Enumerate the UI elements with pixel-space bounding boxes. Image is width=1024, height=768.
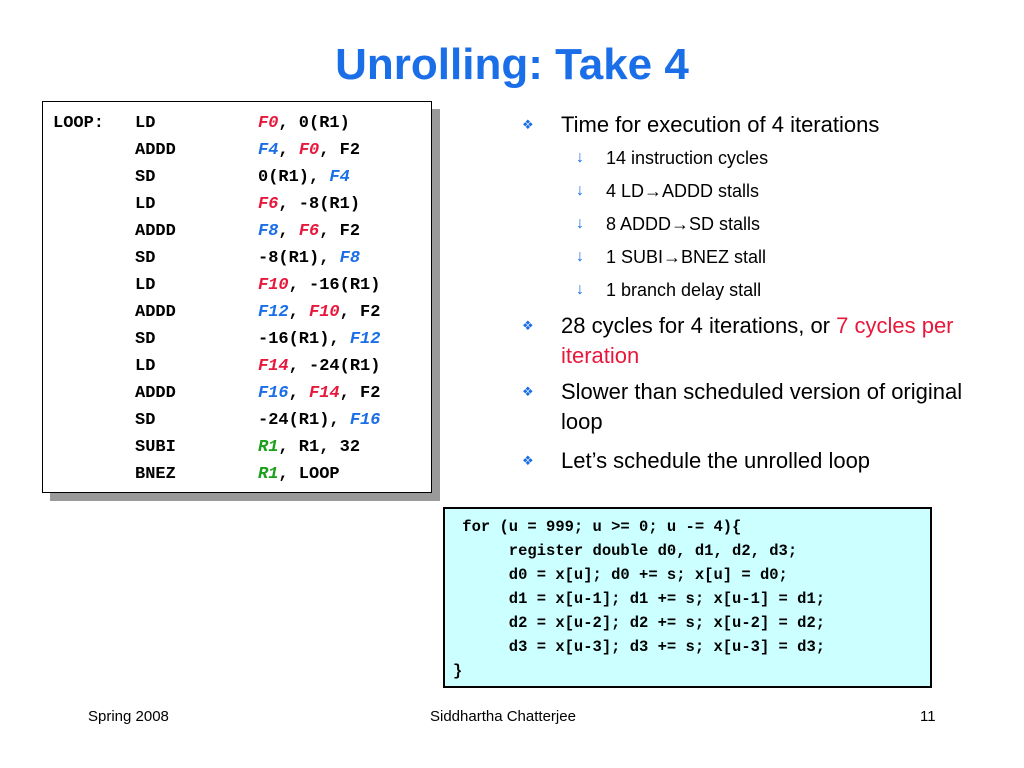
operand-text: , <box>278 222 299 241</box>
assembly-opcode: SD <box>135 168 156 187</box>
operand-text: , F2 <box>339 384 381 403</box>
register-operand: F0 <box>298 141 320 160</box>
operand-text: , F2 <box>339 303 381 322</box>
register-operand: R1 <box>258 465 279 484</box>
register-operand: F6 <box>298 222 320 241</box>
operand-text: 0(R1), <box>258 168 330 187</box>
register-operand: F16 <box>349 411 381 430</box>
register-operand: F16 <box>258 384 289 403</box>
assembly-operands <box>258 434 360 461</box>
down-arrow-icon: ↓ <box>576 281 584 298</box>
code-line: d1 = x[u-1]; d1 += s; x[u-1] = d1; <box>453 590 826 608</box>
assembly-opcode: ADDD <box>135 222 176 241</box>
operand-text: , -24(R1) <box>288 357 381 376</box>
code-line: d2 = x[u-2]; d2 += s; x[u-2] = d2; <box>453 614 826 632</box>
diamond-bullet-icon: ❖ <box>522 318 534 333</box>
assembly-opcode: SUBI <box>135 438 176 457</box>
assembly-operands <box>258 137 360 164</box>
register-operand: F6 <box>258 195 279 214</box>
assembly-opcode: LD <box>135 195 156 214</box>
assembly-opcode: LD <box>135 114 156 133</box>
assembly-opcode: ADDD <box>135 384 176 403</box>
operand-text: , -8(R1) <box>278 195 361 214</box>
assembly-operands <box>258 353 380 380</box>
code-line: d0 = x[u]; d0 += s; x[u] = d0; <box>453 566 788 584</box>
slide-title: Unrolling: Take 4 <box>335 40 689 89</box>
operand-text: , F2 <box>319 222 361 241</box>
diamond-bullet-icon: ❖ <box>522 384 534 399</box>
assembly-operands <box>258 272 380 299</box>
assembly-opcode: SD <box>135 330 156 349</box>
code-line: for (u = 999; u >= 0; u -= 4){ <box>453 518 742 536</box>
assembly-operands <box>258 218 360 245</box>
assembly-code-box <box>42 101 432 493</box>
footer-date: Spring 2008 <box>88 708 169 725</box>
operand-text: , R1, 32 <box>278 438 361 457</box>
register-operand: F10 <box>309 303 340 322</box>
register-operand: R1 <box>258 438 279 457</box>
operand-text: , F2 <box>319 141 361 160</box>
assembly-opcode: ADDD <box>135 141 176 160</box>
code-line: } <box>453 662 463 680</box>
register-operand: F0 <box>258 114 279 133</box>
operand-text: , <box>288 384 310 403</box>
diamond-bullet-icon: ❖ <box>522 453 534 468</box>
assembly-operands <box>258 326 380 353</box>
diamond-bullet-icon: ❖ <box>522 117 534 132</box>
c-code-box <box>443 507 932 688</box>
assembly-opcode: SD <box>135 411 156 430</box>
operand-text: , LOOP <box>278 465 340 484</box>
register-operand: F4 <box>258 141 279 160</box>
register-operand: F8 <box>339 249 361 268</box>
down-arrow-icon: ↓ <box>576 182 584 199</box>
highlight-text: 7 cycles per iteration <box>561 313 954 368</box>
assembly-operands <box>258 380 380 407</box>
footer-author: Siddhartha Chatterjee <box>430 708 576 725</box>
register-operand: F12 <box>349 330 381 349</box>
assembly-opcode: LD <box>135 276 156 295</box>
register-operand: F14 <box>309 384 340 403</box>
assembly-label: LOOP: <box>53 114 105 133</box>
assembly-opcode: LD <box>135 357 156 376</box>
code-line: register double d0, d1, d2, d3; <box>453 542 798 560</box>
register-operand: F12 <box>258 303 289 322</box>
down-arrow-icon: ↓ <box>576 215 584 232</box>
register-operand: F14 <box>258 357 289 376</box>
operand-text: , <box>278 141 299 160</box>
assembly-operands <box>258 461 340 488</box>
assembly-operands <box>258 245 360 272</box>
operand-text: , -16(R1) <box>288 276 381 295</box>
assembly-opcode: ADDD <box>135 303 176 322</box>
assembly-opcode: BNEZ <box>135 465 176 484</box>
assembly-opcode: SD <box>135 249 156 268</box>
down-arrow-icon: ↓ <box>576 248 584 265</box>
operand-text: -24(R1), <box>258 411 350 430</box>
operand-text: -8(R1), <box>258 249 340 268</box>
operand-text: , 0(R1) <box>278 114 350 133</box>
code-line: d3 = x[u-3]; d3 += s; x[u-3] = d3; <box>453 638 826 656</box>
operand-text: -16(R1), <box>258 330 350 349</box>
assembly-operands <box>258 191 360 218</box>
operand-text: , <box>288 303 310 322</box>
register-operand: F10 <box>258 276 289 295</box>
register-operand: F4 <box>329 168 350 187</box>
assembly-operands <box>258 164 350 191</box>
assembly-operands <box>258 299 380 326</box>
assembly-operands <box>258 407 380 434</box>
assembly-operands <box>258 110 350 137</box>
footer-page-number: 11 <box>920 708 936 725</box>
down-arrow-icon: ↓ <box>576 149 584 166</box>
register-operand: F8 <box>258 222 279 241</box>
